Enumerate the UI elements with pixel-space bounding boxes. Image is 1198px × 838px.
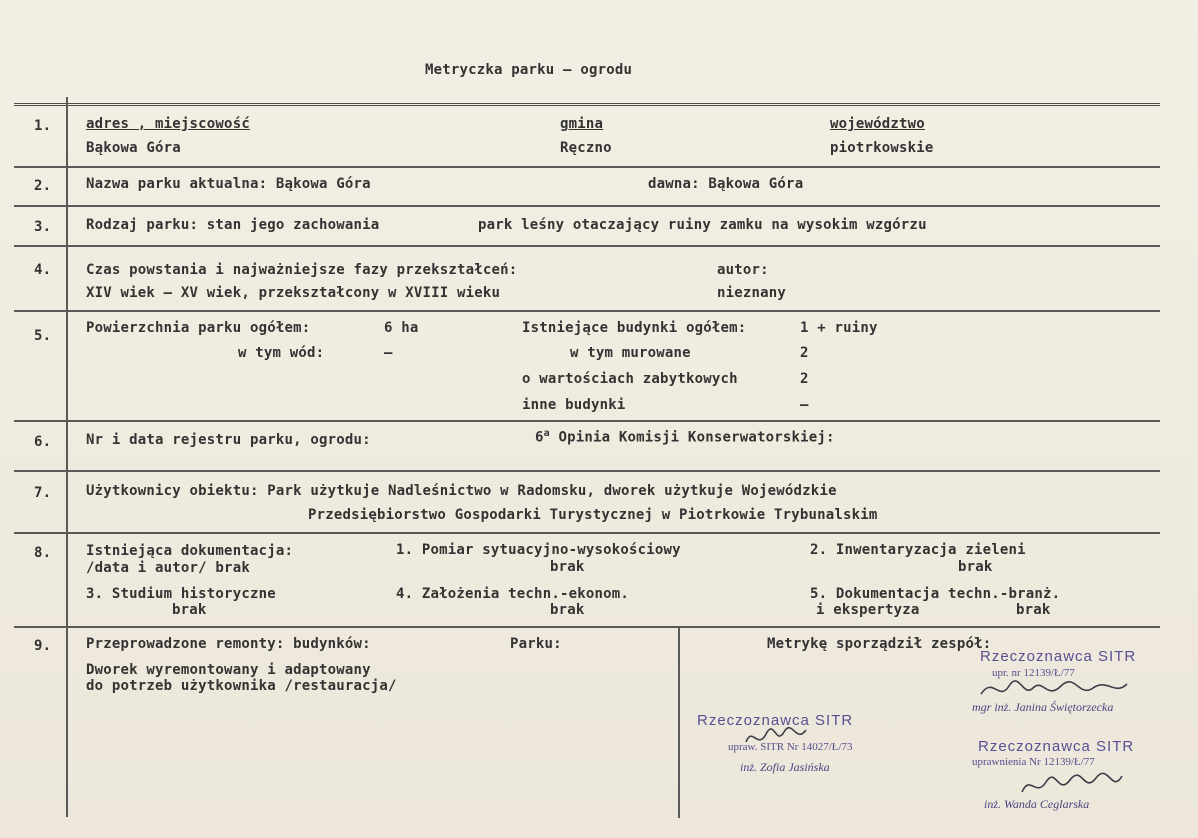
doc-item-4-status: brak [550,602,585,618]
users-line-2: Przedsiębiorstwo Gospodarki Turystycznej w Piotrkowie Trybunalskim [308,507,878,523]
renovations-park-label: Parku: [510,636,562,652]
doc-item-5: 5. Dokumentacja techn.-branż. [810,586,1061,602]
doc-item-2-status: brak [958,559,993,575]
users-line-1: Użytkownicy obiektu: Park użytkuje Nadleśnictwo w Radomsku, dworek użytkuje Wojewódzkie [86,483,837,499]
doc-item-4: 4. Założenia techn.-ekonom. [396,586,629,602]
doc-item-1-status: brak [550,559,585,575]
author-value: nieznany [717,285,787,301]
water-label: w tym wód: [238,345,325,361]
other-buildings-value: – [800,397,809,413]
buildings-value: 1 + ruiny [800,320,878,336]
doc-item-3-status: brak [172,602,207,618]
stamp-permit: upraw. SITR Nr 14027/Ł/73 [728,741,853,753]
buildings-label: Istniejące budynki ogółem: [522,320,747,336]
doc-item-3: 3. Studium historyczne [86,586,276,602]
row-number: 5. [34,328,52,344]
stamp-name: mgr inż. Janina Świętorzecka [972,700,1114,714]
row-number: 6. [34,434,52,450]
address-value: Bąkowa Góra [86,140,181,156]
doc-item-5-line2: i ekspertyza [816,602,920,618]
row-number: 7. [34,485,52,501]
park-type-label: Rodzaj parku: stan jego zachowania [86,217,380,233]
other-buildings-label: inne budynki [522,397,626,413]
handwritten-signature [1018,768,1128,804]
renovations-label: Przeprowadzone remonty: budynków: [86,636,371,652]
doc-item-1: 1. Pomiar sytuacyjno-wysokościowy [396,542,681,558]
creation-time-label: Czas powstania i najważniejsze fazy przekształceń: [86,262,518,278]
row-divider [14,205,1160,207]
heritage-label: o wartościach zabytkowych [522,371,738,387]
park-name-current: Nazwa parku aktualna: Bąkowa Góra [86,176,371,192]
area-label: Powierzchnia parku ogółem: [86,320,311,336]
signature-column-divider [678,628,680,818]
stamp-title: Rzeczoznawca SITR [980,648,1137,665]
row-divider [14,103,1160,108]
document-title: Metryczka parku – ogrodu [425,62,633,78]
row-divider [14,245,1160,247]
creation-time-value: XIV wiek – XV wiek, przekształcony w XVIII wieku [86,285,501,301]
documentation-sublabel: /data i autor/ brak [86,560,250,576]
doc-item-5-status: brak [1016,602,1051,618]
author-label: autor: [717,262,769,278]
doc-item-2: 2. Inwentaryzacja zieleni [810,542,1026,558]
row-divider [14,470,1160,472]
registry-label: Nr i data rejestru parku, ogrodu: [86,432,371,448]
stamp-permit: upr. nr 12139/Ł/77 [992,667,1075,679]
area-value: 6 ha [384,320,419,336]
row-number: 9. [34,638,52,654]
handwritten-signature [742,722,812,752]
renovations-line-2: do potrzeb użytkownika /restauracja/ [86,678,397,694]
documentation-label: Istniejąca dokumentacja: [86,543,294,559]
row-divider [14,420,1160,422]
water-value: – [384,345,393,361]
stamp-permit: uprawnienia Nr 12139/Ł/77 [972,756,1095,768]
heritage-value: 2 [800,371,809,387]
stamp-title: Rzeczoznawca SITR [697,712,854,729]
row-divider [14,310,1160,312]
stamp-name: inż. Wanda Ceglarska [984,797,1090,811]
renovations-line-1: Dworek wyremontowany i adaptowany [86,662,371,678]
voivodeship-value: piotrkowskie [830,140,934,156]
park-name-former: dawna: Bąkowa Góra [648,176,804,192]
prepared-by-label: Metrykę sporządził zespół: [767,636,992,652]
row-number: 1. [34,118,52,134]
row-number: 2. [34,178,52,194]
row-number: 3. [34,219,52,235]
commune-value: Ręczno [560,140,612,156]
masonry-value: 2 [800,345,809,361]
row-divider [14,532,1160,534]
registry-value: 6$^a$ Opinia Komisji Konserwatorskiej: [535,428,835,446]
stamp-name: inż. Zofia Jasińska [740,760,830,774]
park-type-value: park leśny otaczający ruiny zamku na wysokim wzgórzu [478,217,927,233]
row-divider [14,626,1160,628]
handwritten-signature [975,672,1135,706]
stamp-title: Rzeczoznawca SITR [978,738,1135,755]
row-divider [14,166,1160,168]
masonry-label: w tym murowane [570,345,691,361]
row-number: 8. [34,545,52,561]
row-number: 4. [34,262,52,278]
number-column-divider [66,97,68,817]
commune-header: gmina [560,116,604,132]
voivodeship-header: województwo [830,116,925,132]
address-header: adres , miejscowość [86,116,250,132]
